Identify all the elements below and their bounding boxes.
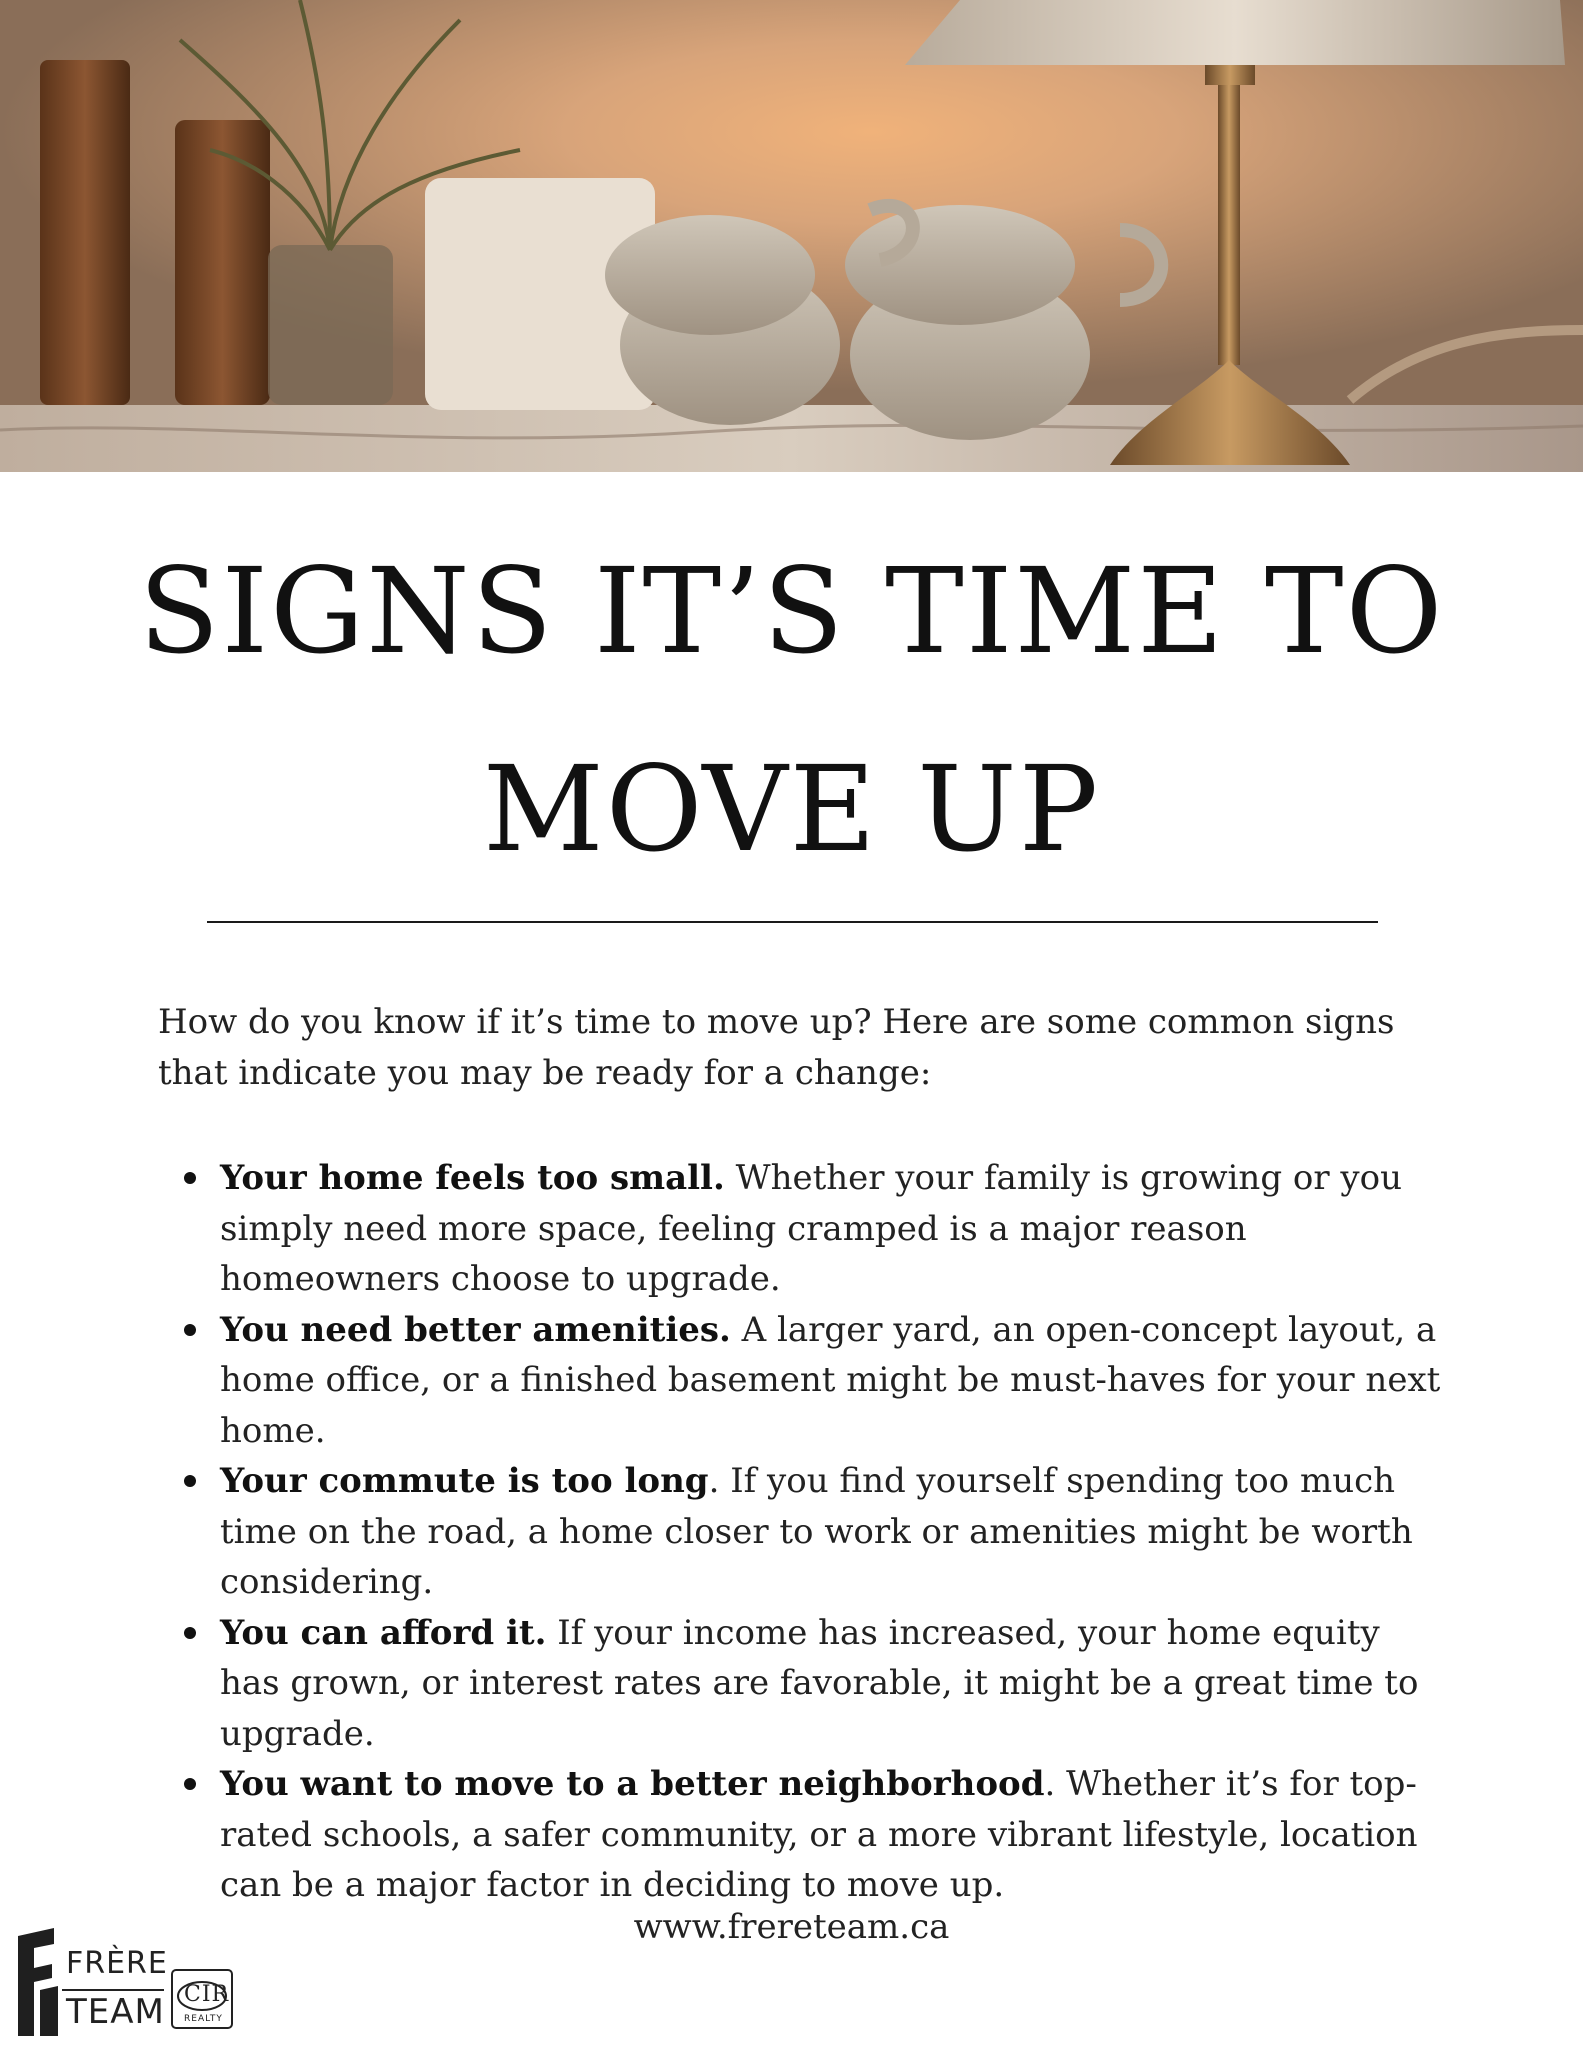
signs-list	[158, 1153, 1448, 1911]
list-item	[158, 1759, 1448, 1911]
title-line-1: SIGNS IT’S TIME TO	[138, 542, 1445, 680]
frere-team-logo	[14, 1928, 254, 2038]
bullet-dot-icon	[184, 1475, 196, 1487]
sign-lead: You can afford it.	[220, 1612, 547, 1653]
sign-lead: You need better amenities.	[220, 1309, 731, 1350]
logo-badge: CIR	[184, 1982, 230, 2007]
list-item	[158, 1153, 1448, 1305]
logo-badge-sub: REALTY	[184, 2014, 223, 2024]
title-divider	[207, 921, 1378, 923]
website-link[interactable]: www.frereteam.ca	[633, 1907, 950, 1947]
sign-lead: Your commute is too long	[220, 1461, 709, 1501]
sign-text: . If you find yourself spending too much time on the road, a home closer to work or amenities might be worth considering.	[220, 1461, 1413, 1602]
bullet-dot-icon	[184, 1172, 196, 1184]
sign-text: . Whether it’s for top-rated schools, a safer community, or a more vibrant lifestyle, location can be a major factor in deciding to move up.	[220, 1764, 1418, 1905]
bullet-dot-icon	[184, 1627, 196, 1639]
logo-word-team: TEAM	[66, 1992, 165, 2032]
list-item	[158, 1305, 1448, 1457]
sign-lead: You want to move to a better neighborhood	[220, 1764, 1045, 1804]
sign-lead: Your home feels too small.	[220, 1158, 725, 1198]
intro-paragraph: How do you know if it’s time to move up? Here are some common signs that indicate you may be ready for a change:	[158, 1002, 1395, 1093]
sign-text: Whether your family is growing or you simply need more space, feeling cramped is a major reason homeowners choose to upgrade.	[220, 1158, 1402, 1299]
logo-word-frere: FRÈRE	[66, 1946, 168, 1981]
title-line-2: MOVE UP	[482, 740, 1101, 878]
bullet-dot-icon	[184, 1778, 196, 1790]
list-item	[158, 1608, 1448, 1760]
sign-text: If your income has increased, your home equity has grown, or interest rates are favorable, it might be a great time to upgrade.	[220, 1612, 1419, 1754]
page-title	[0, 512, 1583, 908]
list-item	[158, 1456, 1448, 1608]
bullet-dot-icon	[184, 1324, 196, 1336]
hero-photo	[0, 0, 1583, 472]
interior-photo	[0, 0, 1583, 472]
sign-text: A larger yard, an open-concept layout, a home office, or a finished basement might be must-haves for your next home.	[220, 1309, 1441, 1451]
